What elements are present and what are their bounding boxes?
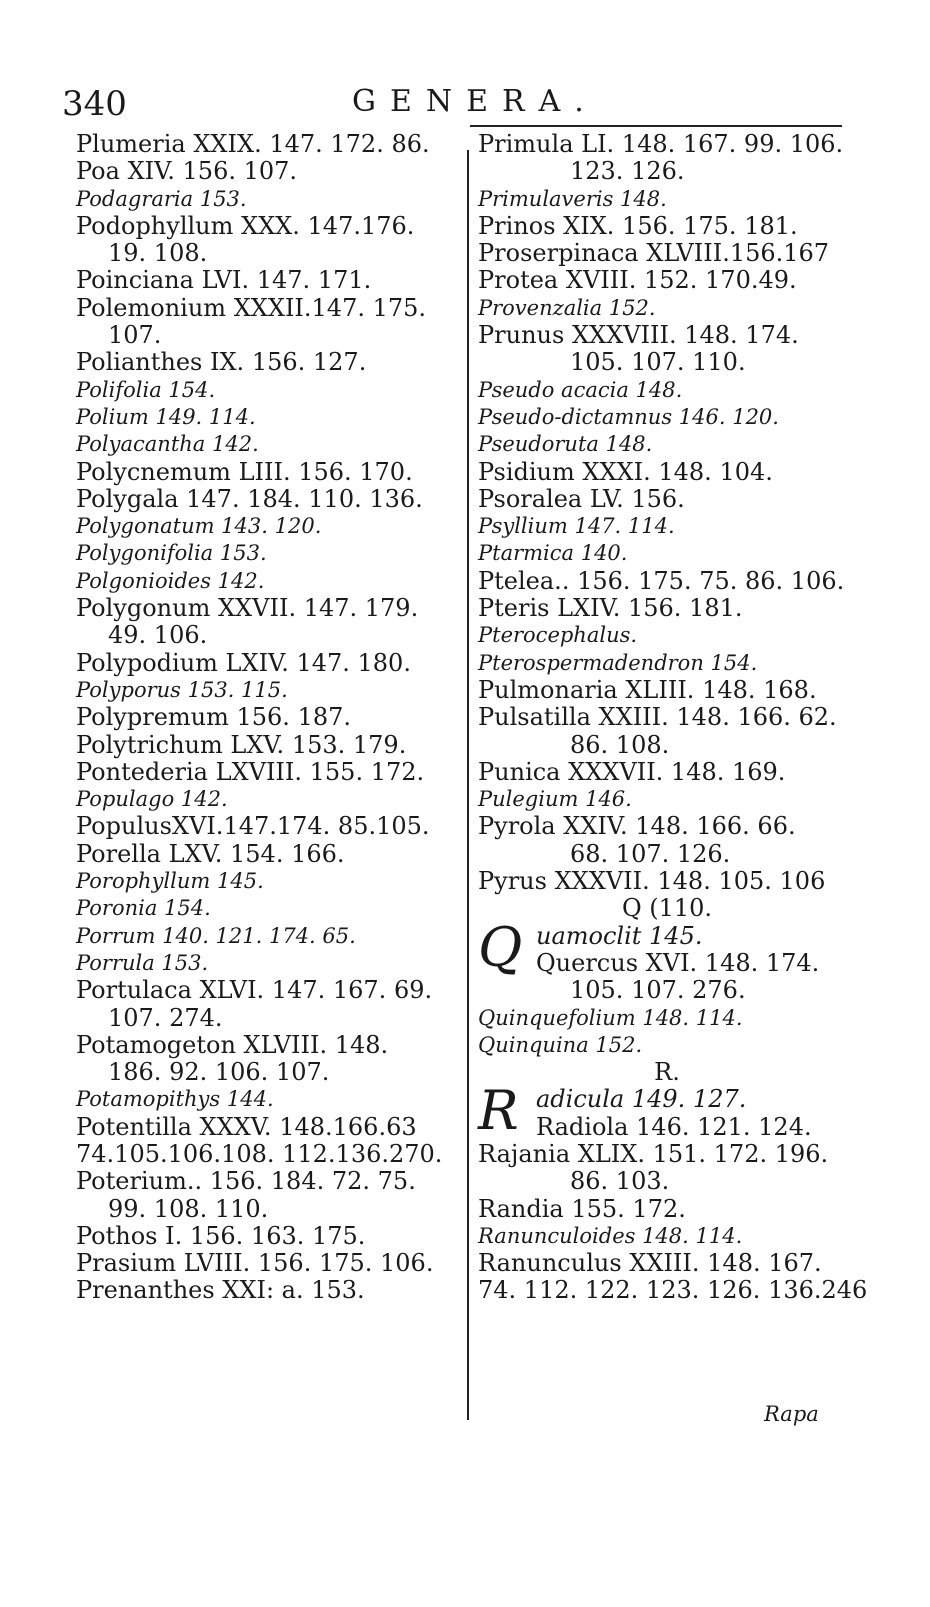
- index-entry: Prenanthes XXI: a. 153.: [76, 1276, 365, 1305]
- index-entry: Podagraria 153.: [76, 186, 247, 211]
- index-entry: 86. 108.: [570, 730, 670, 759]
- page-number: 340: [62, 84, 127, 124]
- index-entry: 19. 108.: [108, 239, 208, 268]
- index-entry: Randia 155. 172.: [478, 1194, 686, 1223]
- index-entry: Pseudoruta 148.: [478, 432, 653, 457]
- index-entry: 123. 126.: [570, 157, 685, 186]
- drop-cap: Q: [478, 915, 523, 979]
- entry-text: adicula 149. 127.: [536, 1085, 747, 1114]
- index-entry: Polium 149. 114.: [76, 404, 256, 429]
- index-entry: Psyllium 147. 114.: [478, 514, 675, 539]
- index-entry: Polemonium XXXII.147. 175.: [76, 293, 427, 322]
- index-entry: Pterocephalus.: [478, 623, 638, 648]
- index-entry: Ranunculoides 148. 114.: [478, 1223, 743, 1248]
- index-entry: Pothos I. 156. 163. 175.: [76, 1221, 366, 1250]
- index-entry: Polypodium LXIV. 147. 180.: [76, 648, 411, 677]
- index-entry: Pyrola XXIV. 148. 166. 66.: [478, 812, 796, 841]
- index-entry: Populago 142.: [76, 787, 228, 812]
- index-entry: Polytrichum LXV. 153. 179.: [76, 730, 407, 759]
- index-entry: Pseudo-dictamnus 146. 120.: [478, 404, 779, 429]
- index-entry: R.: [654, 1058, 680, 1087]
- drop-cap: R: [478, 1079, 519, 1143]
- index-entry: Poterium.. 156. 184. 72. 75.: [76, 1167, 416, 1196]
- running-title: GENERA.: [352, 84, 598, 119]
- index-entry: Punica XXXVII. 148. 169.: [478, 757, 786, 786]
- index-entry: Psoralea LV. 156.: [478, 484, 685, 513]
- index-entry: Poinciana LVI. 147. 171.: [76, 266, 372, 295]
- index-entry: Quinquefolium 148. 114.: [478, 1005, 743, 1030]
- index-entry: Prinos XIX. 156. 175. 181.: [478, 211, 798, 240]
- index-entry: 99. 108. 110.: [108, 1194, 269, 1223]
- index-entry: Provenzalia 152.: [478, 295, 656, 320]
- index-entry: Pyrus XXXVII. 148. 105. 106: [478, 867, 826, 896]
- index-entry: Polyporus 153. 115.: [76, 677, 288, 702]
- index-entry: Porella LXV. 154. 166.: [76, 839, 345, 868]
- index-entry: 74.105.106.108. 112.136.270.: [76, 1139, 443, 1168]
- index-entry: 74. 112. 122. 123. 126. 136.246: [478, 1276, 868, 1305]
- index-entry: Pontederia LXVIII. 155. 172.: [76, 757, 425, 786]
- index-entry: 186. 92. 106. 107.: [108, 1058, 330, 1087]
- catchword: Rapa: [764, 1402, 819, 1426]
- index-entry: Pseudo acacia 148.: [478, 377, 683, 402]
- index-entry: Primula LI. 148. 167. 99. 106.: [478, 130, 844, 158]
- index-entry: 107. 274.: [108, 1003, 223, 1032]
- index-entry: Plumeria XXIX. 147. 172. 86.: [76, 130, 430, 158]
- index-entry: 107.: [108, 321, 162, 350]
- right-column: [478, 130, 868, 1305]
- index-entry: Porrum 140. 121. 174. 65.: [76, 923, 356, 948]
- left-column: [76, 131, 471, 1305]
- index-entry: Polygala 147. 184. 110. 136.: [76, 484, 423, 513]
- index-entry: Ranunculus XXIII. 148. 167.: [478, 1249, 822, 1278]
- index-entry: Primulaveris 148.: [478, 186, 667, 211]
- index-entry: Porophyllum 145.: [76, 869, 264, 894]
- index-entry: Radiola 146. 121. 124.: [536, 1112, 812, 1141]
- index-entry: 86. 103.: [570, 1167, 670, 1196]
- header-rule: [470, 125, 842, 127]
- entry-text: uamoclit 145.: [536, 921, 703, 950]
- index-entry: 68. 107. 126.: [570, 839, 731, 868]
- index-entry: 49. 106.: [108, 621, 208, 650]
- index-entry: Polyacantha 142.: [76, 432, 259, 457]
- index-entry: Proserpinaca XLVIII.156.167: [478, 239, 830, 268]
- index-entry: Portulaca XLVI. 147. 167. 69.: [76, 976, 433, 1005]
- index-entry: Pteris LXIV. 156. 181.: [478, 594, 743, 623]
- index-entry: Potamogeton XLVIII. 148.: [76, 1030, 389, 1059]
- index-entry: Pulegium 146.: [478, 787, 632, 812]
- index-entry: Podophyllum XXX. 147.176.: [76, 211, 415, 240]
- index-entry: Poa XIV. 156. 107.: [76, 157, 298, 186]
- index-entry: Polgonioides 142.: [76, 568, 265, 593]
- index-entry: Ptarmica 140.: [478, 541, 628, 566]
- index-entry: Pulsatilla XXIII. 148. 166. 62.: [478, 703, 837, 732]
- index-entry: Polypremum 156. 187.: [76, 703, 352, 732]
- index-entry: Polygonifolia 153.: [76, 541, 267, 566]
- index-entry: PopulusXVI.147.174. 85.105.: [76, 812, 430, 841]
- index-entry: Polycnemum LIII. 156. 170.: [76, 457, 413, 486]
- index-entry: Porrula 153.: [76, 950, 209, 975]
- index-entry: 105. 107. 276.: [570, 976, 746, 1005]
- index-entry: Quercus XVI. 148. 174.: [536, 948, 820, 977]
- index-entry: Quinquina 152.: [478, 1032, 643, 1057]
- index-entry: Polifolia 154.: [76, 377, 216, 402]
- index-entry: Potamopithys 144.: [76, 1087, 274, 1112]
- index-entry: Rajania XLIX. 151. 172. 196.: [478, 1139, 829, 1168]
- index-entry: Prasium LVIII. 156. 175. 106.: [76, 1249, 434, 1278]
- index-entry: Polygonatum 143. 120.: [76, 514, 322, 539]
- index-entry: Q (110.: [621, 894, 713, 923]
- index-entry: Potentilla XXXV. 148.166.63: [76, 1112, 417, 1141]
- index-entry: Pulmonaria XLIII. 148. 168.: [478, 675, 817, 704]
- index-entry: 105. 107. 110.: [570, 348, 746, 377]
- index-entry: Protea XVIII. 152. 170.49.: [478, 266, 797, 295]
- index-entry: Ptelea.. 156. 175. 75. 86. 106.: [478, 566, 845, 595]
- index-entry: Pterospermadendron 154.: [478, 650, 758, 675]
- index-entry: Polianthes IX. 156. 127.: [76, 348, 367, 377]
- index-entry: Psidium XXXI. 148. 104.: [478, 457, 773, 486]
- index-entry: Prunus XXXVIII. 148. 174.: [478, 321, 799, 350]
- index-entry: Poronia 154.: [76, 896, 211, 921]
- index-entry: Polygonum XXVII. 147. 179.: [76, 594, 419, 623]
